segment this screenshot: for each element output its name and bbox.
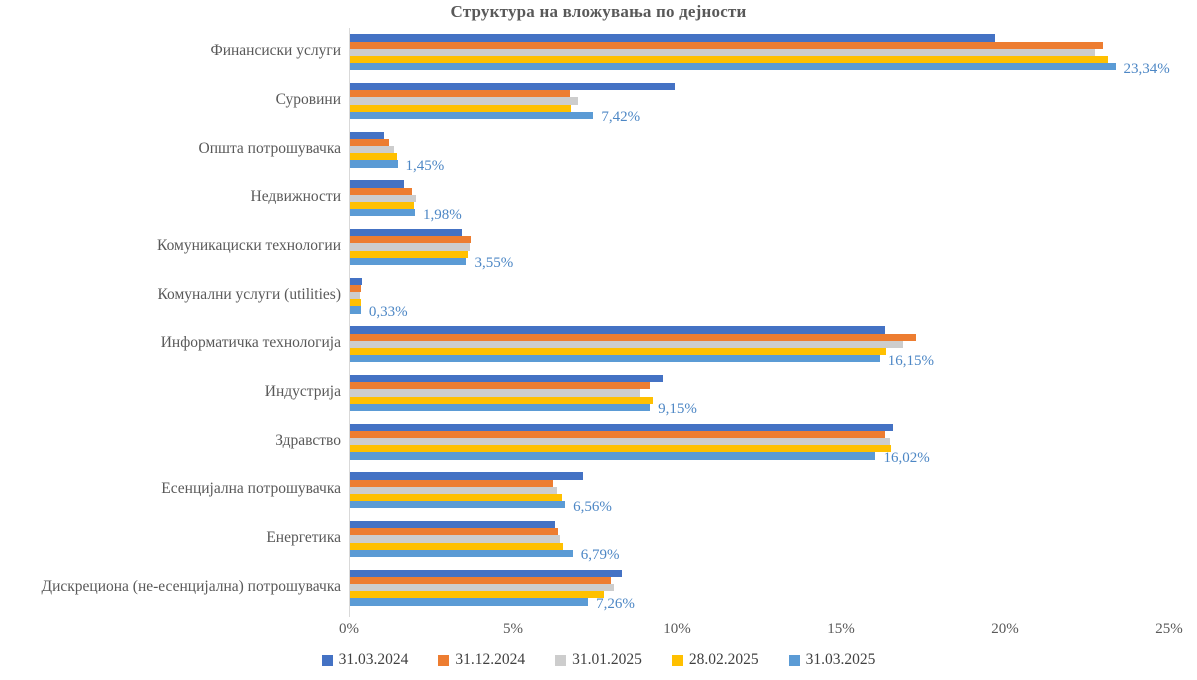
- bar: [350, 299, 361, 306]
- value-label: 6,56%: [573, 498, 612, 515]
- bar: [350, 355, 880, 362]
- legend-item: [789, 651, 876, 669]
- bar: [350, 591, 604, 598]
- bar: [350, 326, 885, 333]
- bar: [350, 306, 361, 313]
- bar: [350, 63, 1116, 70]
- value-label: 7,26%: [596, 596, 635, 613]
- bar: [350, 577, 611, 584]
- bar: [350, 153, 397, 160]
- bar: [350, 584, 614, 591]
- bar: [350, 105, 571, 112]
- bar: [350, 188, 412, 195]
- bar: [350, 285, 361, 292]
- legend-item: [672, 651, 759, 669]
- bar: [350, 160, 398, 167]
- category-label: Информатичка технологија: [160, 334, 341, 352]
- category-label: Есенцијална потрошувачка: [161, 480, 341, 498]
- value-label: 1,98%: [422, 206, 462, 223]
- chart-title: Структура на вложувања по дејности: [450, 2, 747, 21]
- bar: [350, 42, 1103, 49]
- bar: [350, 570, 622, 577]
- bar: [350, 397, 653, 404]
- bar: [350, 375, 663, 382]
- category-label: Индустрија: [264, 383, 341, 400]
- bar: [350, 202, 414, 209]
- bar: [350, 445, 891, 452]
- legend-item: [438, 651, 525, 669]
- bar: [350, 90, 570, 97]
- x-tick-label: 15%: [827, 621, 855, 637]
- bar: [350, 494, 562, 501]
- bar: [350, 278, 362, 285]
- legend-label: 31.01.2025: [572, 651, 642, 668]
- legend-label: 31.12.2024: [455, 651, 526, 668]
- bar: [350, 112, 593, 119]
- value-label: 1,45%: [405, 158, 445, 175]
- bar: [350, 424, 893, 431]
- value-label: 3,55%: [474, 255, 514, 272]
- category-label: Суровини: [275, 91, 341, 108]
- value-label: 9,15%: [658, 401, 697, 418]
- x-tick-label: 20%: [991, 621, 1019, 637]
- bar: [350, 341, 903, 348]
- bar: [350, 501, 565, 508]
- legend-label: 31.03.2025: [805, 651, 876, 668]
- legend-label: 28.02.2025: [688, 651, 759, 668]
- legend-swatch-icon: [789, 655, 800, 666]
- bar: [350, 543, 563, 550]
- bar: [350, 528, 558, 535]
- bar: [350, 180, 404, 187]
- x-tick-label: 25%: [1155, 621, 1183, 637]
- bar: [350, 236, 471, 243]
- value-label: 6,79%: [580, 547, 620, 564]
- category-label: Комунални услуги (utilities): [157, 285, 341, 303]
- category-label: Здравство: [275, 431, 341, 449]
- category-label: Дискрециона (не-есенцијална) потрошувачка: [41, 577, 341, 595]
- bar: [350, 139, 389, 146]
- bar: [350, 251, 468, 258]
- bar: [350, 382, 650, 389]
- bar: [350, 243, 470, 250]
- category-label: Финансиски услуги: [210, 42, 341, 60]
- bar: [350, 404, 650, 411]
- legend: [0, 651, 1197, 669]
- bar: [350, 480, 553, 487]
- bar: [350, 229, 462, 236]
- bar: [350, 258, 466, 265]
- bar: [350, 431, 885, 438]
- bar: [350, 83, 675, 90]
- x-tick-label: 10%: [663, 621, 691, 637]
- legend-swatch-icon: [672, 655, 683, 666]
- value-label: 16,02%: [883, 450, 930, 467]
- category-label: Недвижности: [250, 188, 341, 206]
- legend-label: 31.03.2024: [338, 651, 409, 668]
- bar: [350, 292, 360, 299]
- bar: [350, 598, 588, 605]
- x-tick-label: 5%: [503, 621, 523, 637]
- bar: [350, 472, 583, 479]
- bar: [350, 521, 555, 528]
- bar: [350, 49, 1095, 56]
- legend-swatch-icon: [322, 655, 333, 666]
- bar: [350, 438, 890, 445]
- x-tick-label: 0%: [339, 621, 359, 637]
- category-label: Комуникациски технологии: [157, 237, 341, 254]
- legend-swatch-icon: [438, 655, 449, 666]
- value-label: 0,33%: [368, 304, 408, 321]
- bar: [350, 348, 886, 355]
- bar: [350, 195, 416, 202]
- bar: [350, 132, 384, 139]
- bar: [350, 56, 1108, 63]
- bar: [350, 389, 640, 396]
- value-label: 23,34%: [1123, 60, 1170, 77]
- legend-swatch-icon: [555, 655, 566, 666]
- value-label: 16,15%: [887, 352, 934, 369]
- bar: [350, 550, 573, 557]
- value-label: 7,42%: [601, 109, 641, 126]
- category-label: Општа потрошувачка: [198, 139, 341, 157]
- bar: [350, 487, 557, 494]
- bar: [350, 146, 394, 153]
- bar: [350, 34, 995, 41]
- bar: [350, 334, 916, 341]
- legend-item: [322, 651, 409, 669]
- bar: [350, 452, 875, 459]
- bar: [350, 209, 415, 216]
- bar: [350, 535, 560, 542]
- legend-item: [555, 651, 642, 669]
- category-label: Енергетика: [266, 529, 341, 546]
- bar: [350, 97, 578, 104]
